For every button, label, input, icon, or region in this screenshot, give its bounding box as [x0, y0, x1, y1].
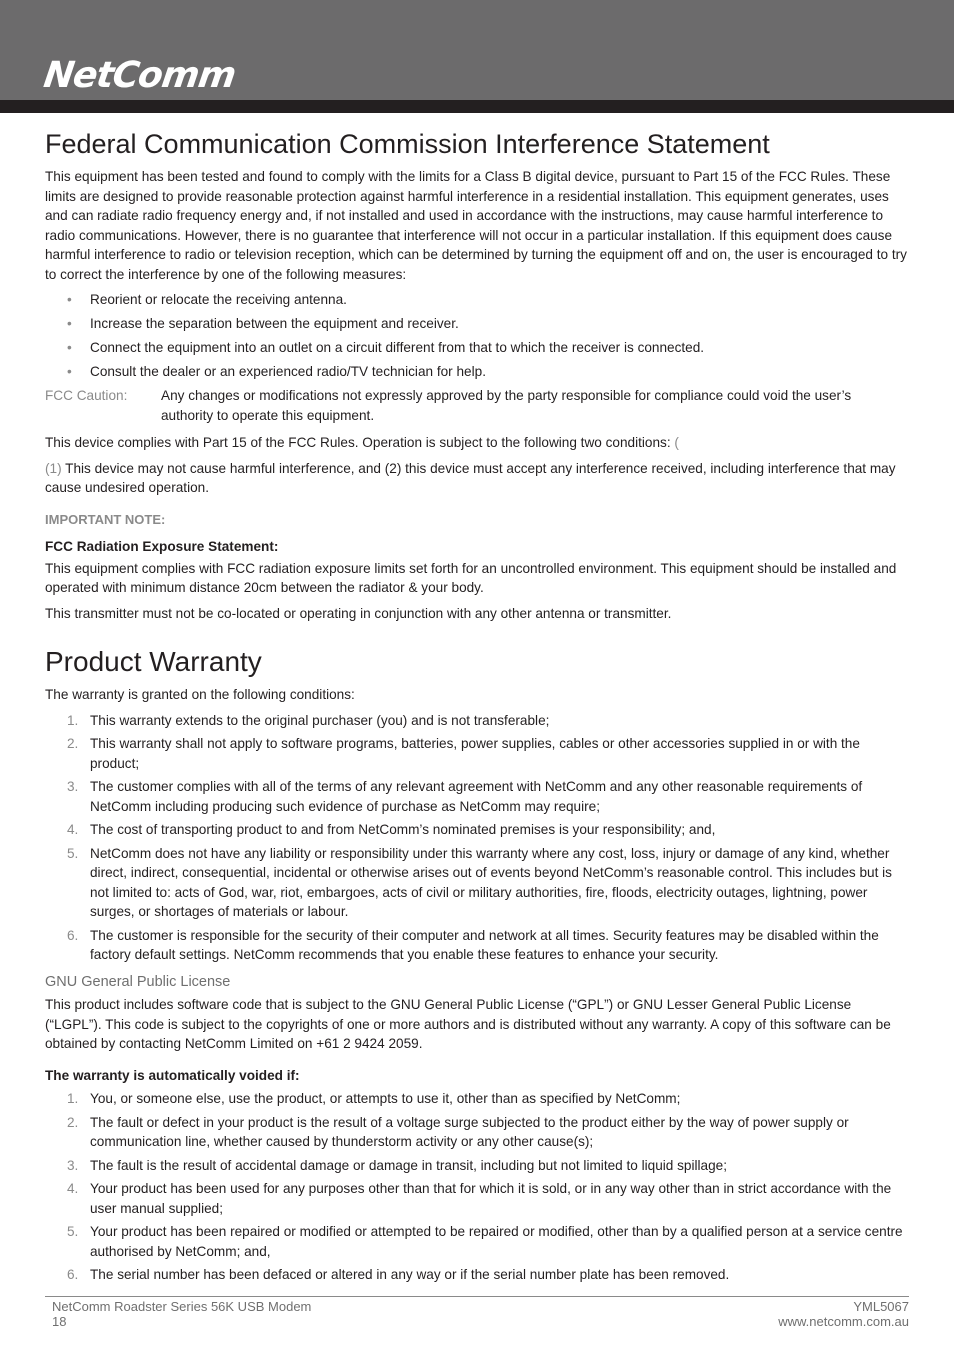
- warranty-title: Product Warranty: [45, 646, 262, 677]
- list-item: 3. The customer complies with all of the terms of any relevant agreement with NetComm and any other reasonable requirements of NetComm including producing such evidence of purchase as NetComm may require;: [67, 779, 863, 814]
- footer-divider: [45, 1296, 909, 1297]
- list-item: 5. Your product has been repaired or modified or attempted to be repaired or modified, other than by a qualified person at a service centre authorised by NetComm; and,: [67, 1224, 903, 1259]
- bullet-icon: •: [67, 364, 72, 379]
- header-divider: [0, 100, 954, 113]
- fcc-caution: [45, 386, 907, 425]
- list-item: 6. The serial number has been defaced or altered in any way or if the serial number plate has been removed.: [67, 1267, 730, 1282]
- list-item: • Connect the equipment into an outlet on a circuit different from that to which the receiver is connected.: [45, 338, 907, 358]
- list-item: 6. The customer is responsible for the security of their computer and network at all times. Security features may be disabled within the factory default settings. NetComm recommends that you enable these features to enhance your security.: [67, 927, 879, 962]
- fcc-measures-list: [45, 290, 907, 382]
- bullet-icon: •: [67, 340, 72, 355]
- list-item: 1. This warranty extends to the original purchaser (you) and is not transferable;: [67, 712, 550, 728]
- list-item: 3. The fault is the result of accidental damage or damage in transit, including but not limited to liquid spillage;: [67, 1157, 728, 1173]
- list-item: 2. The fault or defect in your product is the result of a voltage surge subjected to the product either by the way of power supply or communication line, whether caused by thunderstorm activity or any other cause(s);: [67, 1114, 849, 1149]
- voided-title: The warranty is automatically voided if:: [45, 1067, 300, 1083]
- page-content: [45, 128, 907, 1289]
- gnu-text: This product includes software code that is subject to the GNU General Public License (“GPL”) or GNU Lesser General Public License (“LGPL”). This code is subject to the copyrights of one or more authors and is distributed without any warranty. A copy of this software can be obtained by contacting NetComm Limited on +61 2 9424 2059.: [45, 997, 891, 1051]
- fcc-conditions: (1) This device may not cause harmful interference, and (2) this device must accept any interference received, including interference that may cause undesired operation.: [45, 460, 896, 495]
- footer-page-number: 18: [52, 1314, 67, 1329]
- bullet-icon: •: [67, 316, 72, 331]
- bullet-icon: •: [67, 292, 72, 307]
- warranty-intro: The warranty is granted on the following conditions:: [45, 687, 355, 702]
- netcomm-logo: NetComm: [41, 55, 238, 96]
- list-item: • Consult the dealer or an experienced radio/TV technician for help.: [45, 362, 907, 382]
- footer-left: [52, 1299, 311, 1329]
- fcc-intro: This equipment has been tested and found to comply with the limits for a Class B digital device, pursuant to Part 15 of the FCC Rules. These limits are designed to provide reasonable protection against harmful interference in a residential installation. This equipment generates, uses and can radiate radio frequency energy and, if not installed and used in accordance with the instructions, may cause harmful interference to radio communications. However, there is no guarantee that interference will not occur in a particular installation. If this equipment does cause harmful interference to radio or television reception, which can be determined by turning the equipment off and on, the user is encouraged to try to correct the interference by one of the following measures:: [45, 169, 907, 282]
- fcc-caution-label: FCC Caution:: [45, 388, 128, 403]
- list-item: 1. You, or someone else, use the product, or attempts to use it, other than as specified by NetComm;: [67, 1091, 681, 1106]
- radiation-text: This equipment complies with FCC radiation exposure limits set forth for an uncontrolled environment. This equipment should be installed and operated with minimum distance 20cm between the radiator & your body.: [45, 560, 897, 595]
- fcc-title: Federal Communication Commission Interference Statement: [45, 129, 770, 159]
- list-item: 2. This warranty shall not apply to software programs, batteries, power supplies, cables or other accessories supplied in or with the product;: [67, 736, 860, 771]
- radiation-title: FCC Radiation Exposure Statement:: [45, 539, 279, 554]
- footer-product: NetComm Roadster Series 56K USB Modem: [52, 1299, 312, 1314]
- fcc-caution-text: Any changes or modifications not expressly approved by the party responsible for compliance could void the user’s authority to operate this equipment.: [161, 388, 852, 423]
- voided-list: [45, 1089, 907, 1285]
- footer-code: YML5067: [853, 1299, 909, 1314]
- footer-url: www.netcomm.com.au: [778, 1314, 909, 1329]
- list-item: 5. NetComm does not have any liability or responsibility under this warranty where any cost, loss, injury or damage of any kind, whether direct, indirect, consequential, incidental or otherwise arises out of events beyond NetComm’s reasonable control. This includes but is not limited to: acts of God, war, riot, embargoes, acts of civil or military authorities, fire, floods, electricity outages, lightning, power surges, or shortages of materials or labour.: [67, 845, 892, 919]
- list-item: • Reorient or relocate the receiving antenna.: [45, 290, 907, 310]
- list-item: • Increase the separation between the equipment and receiver.: [45, 314, 907, 334]
- list-item: 4. The cost of transporting product to and from NetComm’s nominated premises is your responsibility; and,: [67, 822, 716, 837]
- footer-right: [778, 1299, 909, 1329]
- important-note: IMPORTANT NOTE:: [45, 511, 166, 527]
- fcc-complies: This device complies with Part 15 of the FCC Rules. Operation is subject to the following two conditions: (: [45, 435, 679, 450]
- warranty-conditions-list: [45, 711, 907, 965]
- list-item: 4. Your product has been used for any purposes other than that for which it is sold, or in any way other than in strict accordance with the user manual supplied;: [67, 1181, 892, 1216]
- gnu-title: GNU General Public License: [45, 973, 231, 990]
- transmitter-text: This transmitter must not be co-located or operating in conjunction with any other antenna or transmitter.: [45, 605, 672, 621]
